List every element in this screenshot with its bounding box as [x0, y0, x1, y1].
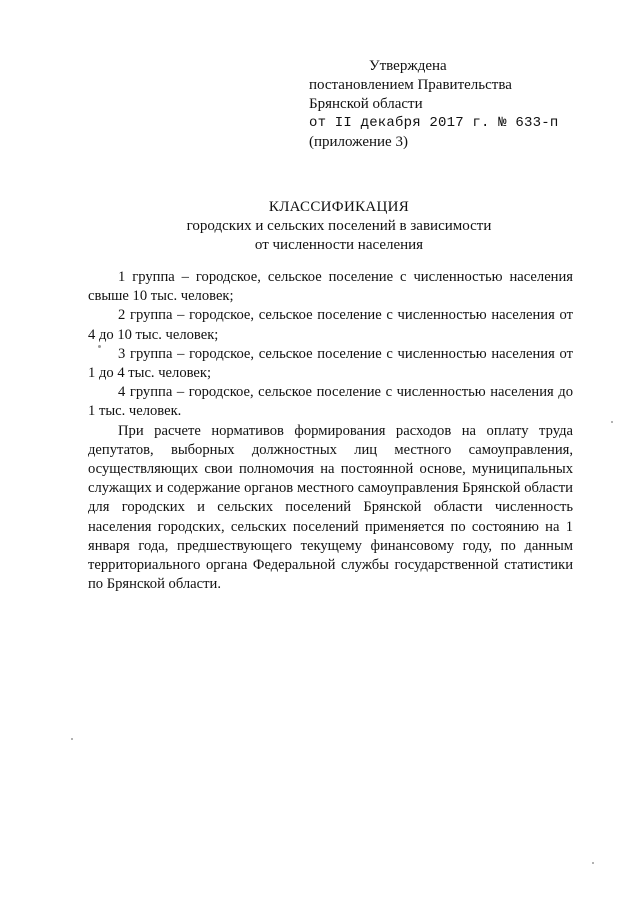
- scan-speck: [71, 738, 73, 740]
- approval-region: Брянской области: [309, 96, 423, 112]
- title-heading: КЛАССИФИКАЦИЯ: [268, 199, 410, 215]
- approval-by-decree: постановлением Правительства: [309, 77, 512, 93]
- approval-approved: Утверждена: [369, 58, 447, 74]
- title-subtitle-line-1: городских и сельских поселений в зависимости: [186, 218, 492, 234]
- scan-speck: [611, 421, 613, 423]
- document-title: [0, 198, 640, 255]
- group-2-paragraph: 2 группа – городское, сельское поселение с численностью населения от 4 до 10 тыс. человек;: [88, 307, 573, 343]
- scan-speck: [592, 862, 594, 864]
- document-body: [88, 268, 573, 594]
- approval-appendix: (приложение 3): [309, 134, 408, 150]
- group-1-paragraph: 1 группа – городское, сельское поселение с численностью населения свыше 10 тыс. человек;: [88, 269, 573, 305]
- group-4-paragraph: 4 группа – городское, сельское поселение с численностью населения до 1 тыс. человек.: [88, 384, 573, 420]
- approval-date-number: от II декабря 2017 г. № 633-п: [309, 115, 559, 131]
- note-paragraph: При расчете нормативов формирования расходов на оплату труда депутатов, выборных должностных лиц местного самоуправления, осуществляющих свои полномочия на постоянной основе, муниципальных служащих и содержание органов местного самоуправления Брянской области для городских и сельских поселений Брянской области численность населения городских, сельских поселений применяется по состоянию на 1 января года, предшествующего текущему финансовому году, по данным территориального органа Федеральной службы государственной статистики по Брянской области.: [88, 422, 573, 593]
- title-subtitle-line-2: от численности населения: [254, 237, 424, 253]
- group-3-paragraph: 3 группа – городское, сельское поселение с численностью населения от 1 до 4 тыс. человек;: [88, 345, 573, 382]
- scan-speck: [98, 345, 101, 348]
- approval-stamp: [309, 57, 558, 152]
